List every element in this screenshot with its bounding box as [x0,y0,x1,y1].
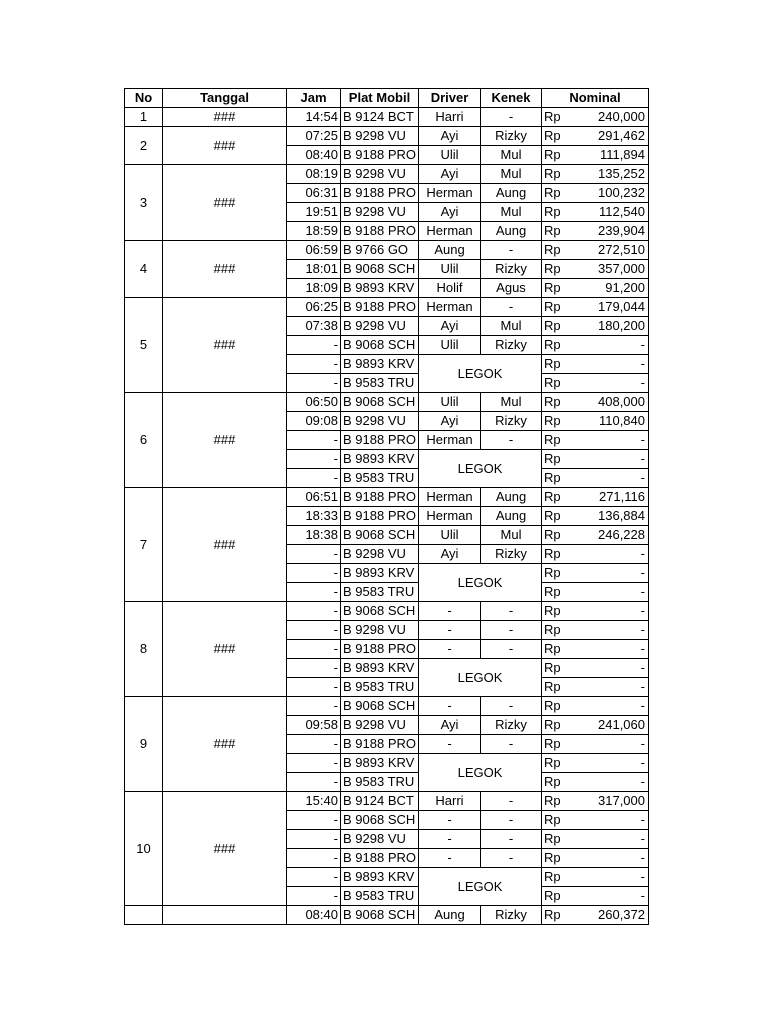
cell-driver[interactable]: Harri [419,108,481,127]
cell-driver[interactable]: Ulil [419,146,481,165]
cell-driver[interactable]: Harri [419,792,481,811]
cell-amount[interactable]: - [572,735,649,754]
cell-tanggal[interactable]: ### [163,241,287,298]
table-row [125,393,649,412]
cell-currency[interactable]: Rp [542,621,572,640]
cell-amount[interactable]: 260,372 [572,906,649,925]
cell-amount[interactable]: - [572,336,649,355]
cell-amount[interactable]: - [572,849,649,868]
cell-plat-mobil[interactable]: B 9583 TRU [341,773,419,792]
cell-currency[interactable]: Rp [542,412,572,431]
cell-currency[interactable]: Rp [542,507,572,526]
cell-amount[interactable]: - [572,697,649,716]
cell-jam[interactable]: - [287,849,341,868]
cell-plat-mobil[interactable]: B 9298 VU [341,317,419,336]
cell-kenek[interactable]: Rizky [481,260,542,279]
cell-kenek[interactable]: Rizky [481,127,542,146]
cell-currency[interactable]: Rp [542,906,572,925]
cell-plat-mobil[interactable]: B 9583 TRU [341,469,419,488]
cell-plat-mobil[interactable]: B 9298 VU [341,830,419,849]
cell-amount[interactable]: 241,060 [572,716,649,735]
cell-currency[interactable]: Rp [542,678,572,697]
cell-plat-mobil[interactable]: B 9893 KRV [341,868,419,887]
cell-currency[interactable]: Rp [542,222,572,241]
cell-kenek[interactable]: Mul [481,165,542,184]
cell-plat-mobil[interactable]: B 9188 PRO [341,431,419,450]
cell-plat-mobil[interactable]: B 9298 VU [341,545,419,564]
cell-plat-mobil[interactable]: B 9068 SCH [341,811,419,830]
cell-kenek[interactable]: - [481,640,542,659]
cell-kenek[interactable]: Rizky [481,906,542,925]
cell-kenek[interactable]: Aung [481,184,542,203]
cell-jam[interactable]: 07:38 [287,317,341,336]
cell-tanggal[interactable]: ### [163,108,287,127]
cell-jam[interactable]: - [287,659,341,678]
cell-currency[interactable]: Rp [542,735,572,754]
cell-jam[interactable]: 19:51 [287,203,341,222]
cell-amount[interactable]: 179,044 [572,298,649,317]
cell-jam[interactable]: - [287,887,341,906]
cell-jam[interactable]: 18:33 [287,507,341,526]
cell-merged-legok[interactable]: LEGOK [419,355,542,393]
cell-plat-mobil[interactable]: B 9298 VU [341,716,419,735]
cell-kenek[interactable]: - [481,602,542,621]
cell-plat-mobil[interactable]: B 9188 PRO [341,184,419,203]
cell-plat-mobil[interactable]: B 9188 PRO [341,222,419,241]
cell-currency[interactable]: Rp [542,108,572,127]
cell-jam[interactable]: - [287,469,341,488]
table-row [125,127,649,146]
cell-driver[interactable]: Herman [419,298,481,317]
cell-amount[interactable]: - [572,621,649,640]
cell-kenek[interactable]: Mul [481,526,542,545]
table-row [125,697,649,716]
header-no[interactable]: No [125,89,163,108]
cell-amount[interactable]: - [572,545,649,564]
cell-plat-mobil[interactable]: B 9068 SCH [341,697,419,716]
cell-kenek[interactable]: - [481,697,542,716]
cell-jam[interactable]: - [287,678,341,697]
cell-kenek[interactable]: - [481,431,542,450]
cell-jam[interactable]: - [287,374,341,393]
cell-jam[interactable]: 06:50 [287,393,341,412]
cell-amount[interactable]: - [572,450,649,469]
cell-plat-mobil[interactable]: B 9298 VU [341,127,419,146]
cell-jam[interactable]: - [287,697,341,716]
cell-driver[interactable]: Ayi [419,716,481,735]
cell-kenek[interactable]: Rizky [481,716,542,735]
cell-amount[interactable]: 272,510 [572,241,649,260]
cell-amount[interactable]: - [572,374,649,393]
header-plat-mobil[interactable]: Plat Mobil [341,89,419,108]
cell-amount[interactable]: - [572,773,649,792]
cell-jam[interactable]: - [287,564,341,583]
cell-driver[interactable]: Aung [419,241,481,260]
cell-currency[interactable]: Rp [542,260,572,279]
cell-amount[interactable]: 112,540 [572,203,649,222]
cell-tanggal[interactable] [163,906,287,925]
cell-jam[interactable]: - [287,336,341,355]
cell-jam[interactable]: - [287,640,341,659]
cell-currency[interactable]: Rp [542,773,572,792]
cell-tanggal[interactable]: ### [163,488,287,602]
cell-jam[interactable]: 09:58 [287,716,341,735]
cell-kenek[interactable]: - [481,241,542,260]
header-kenek[interactable]: Kenek [481,89,542,108]
cell-plat-mobil[interactable]: B 9124 BCT [341,108,419,127]
cell-merged-legok[interactable]: LEGOK [419,564,542,602]
cell-plat-mobil[interactable]: B 9068 SCH [341,602,419,621]
cell-jam[interactable]: - [287,355,341,374]
cell-amount[interactable]: 271,116 [572,488,649,507]
cell-driver[interactable]: Ulil [419,260,481,279]
cell-currency[interactable]: Rp [542,583,572,602]
cell-amount[interactable]: 239,904 [572,222,649,241]
cell-currency[interactable]: Rp [542,564,572,583]
cell-plat-mobil[interactable]: B 9188 PRO [341,146,419,165]
cell-no[interactable]: 4 [125,241,163,298]
cell-amount[interactable]: 180,200 [572,317,649,336]
header-jam[interactable]: Jam [287,89,341,108]
cell-amount[interactable]: 317,000 [572,792,649,811]
cell-amount[interactable]: 246,228 [572,526,649,545]
cell-kenek[interactable]: - [481,735,542,754]
cell-amount[interactable]: - [572,602,649,621]
header-nominal[interactable]: Nominal [542,89,649,108]
cell-currency[interactable]: Rp [542,374,572,393]
cell-kenek[interactable]: - [481,849,542,868]
cell-plat-mobil[interactable]: B 9298 VU [341,621,419,640]
cell-no[interactable] [125,906,163,925]
cell-amount[interactable]: - [572,754,649,773]
cell-amount[interactable]: 408,000 [572,393,649,412]
cell-plat-mobil[interactable]: B 9188 PRO [341,507,419,526]
cell-plat-mobil[interactable]: B 9583 TRU [341,374,419,393]
cell-currency[interactable]: Rp [542,241,572,260]
cell-currency[interactable]: Rp [542,849,572,868]
cell-kenek[interactable]: Mul [481,317,542,336]
cell-currency[interactable]: Rp [542,298,572,317]
cell-tanggal[interactable]: ### [163,393,287,488]
table-row [125,602,649,621]
cell-plat-mobil[interactable]: B 9893 KRV [341,659,419,678]
cell-amount[interactable]: - [572,659,649,678]
cell-driver[interactable]: - [419,697,481,716]
cell-driver[interactable]: Herman [419,431,481,450]
cell-no[interactable]: 1 [125,108,163,127]
cell-jam[interactable]: 08:19 [287,165,341,184]
cell-driver[interactable]: - [419,640,481,659]
cell-currency[interactable]: Rp [542,184,572,203]
cell-jam[interactable]: - [287,868,341,887]
cell-plat-mobil[interactable]: B 9188 PRO [341,849,419,868]
cell-kenek[interactable]: - [481,792,542,811]
cell-tanggal[interactable]: ### [163,697,287,792]
cell-currency[interactable]: Rp [542,469,572,488]
cell-kenek[interactable]: - [481,621,542,640]
cell-jam[interactable]: 18:09 [287,279,341,298]
cell-plat-mobil[interactable]: B 9298 VU [341,203,419,222]
cell-amount[interactable]: - [572,811,649,830]
table-row [125,298,649,317]
cell-currency[interactable]: Rp [542,526,572,545]
cell-amount[interactable]: - [572,868,649,887]
cell-currency[interactable]: Rp [542,716,572,735]
cell-plat-mobil[interactable]: B 9893 KRV [341,564,419,583]
cell-plat-mobil[interactable]: B 9068 SCH [341,393,419,412]
cell-jam[interactable]: - [287,431,341,450]
header-driver[interactable]: Driver [419,89,481,108]
cell-plat-mobil[interactable]: B 9124 BCT [341,792,419,811]
cell-driver[interactable]: - [419,849,481,868]
cell-kenek[interactable]: Mul [481,146,542,165]
cell-plat-mobil[interactable]: B 9893 KRV [341,355,419,374]
cell-no[interactable]: 6 [125,393,163,488]
cell-amount[interactable]: 136,884 [572,507,649,526]
header-tanggal[interactable]: Tanggal [163,89,287,108]
table-row [125,108,649,127]
cell-amount[interactable]: - [572,640,649,659]
cell-driver[interactable]: Ayi [419,203,481,222]
cell-currency[interactable]: Rp [542,279,572,298]
cell-driver[interactable]: Ayi [419,317,481,336]
cell-currency[interactable]: Rp [542,887,572,906]
cell-currency[interactable]: Rp [542,830,572,849]
cell-currency[interactable]: Rp [542,317,572,336]
trip-log-table [124,88,649,925]
cell-no[interactable]: 9 [125,697,163,792]
cell-driver[interactable]: - [419,602,481,621]
cell-jam[interactable]: - [287,773,341,792]
cell-plat-mobil[interactable]: B 9583 TRU [341,583,419,602]
cell-kenek[interactable]: Aung [481,222,542,241]
cell-amount[interactable]: 240,000 [572,108,649,127]
cell-merged-legok[interactable]: LEGOK [419,868,542,906]
header-row [125,89,649,108]
cell-jam[interactable]: - [287,545,341,564]
cell-jam[interactable]: 18:38 [287,526,341,545]
cell-driver[interactable]: Ulil [419,526,481,545]
cell-jam[interactable]: - [287,602,341,621]
cell-kenek[interactable]: - [481,830,542,849]
cell-jam[interactable]: 08:40 [287,906,341,925]
table-row [125,241,649,260]
cell-driver[interactable]: Herman [419,507,481,526]
cell-jam[interactable]: 06:25 [287,298,341,317]
cell-kenek[interactable]: Rizky [481,412,542,431]
cell-currency[interactable]: Rp [542,811,572,830]
cell-currency[interactable]: Rp [542,640,572,659]
cell-plat-mobil[interactable]: B 9298 VU [341,165,419,184]
cell-currency[interactable]: Rp [542,203,572,222]
cell-plat-mobil[interactable]: B 9766 GO [341,241,419,260]
cell-no[interactable]: 8 [125,602,163,697]
cell-plat-mobil[interactable]: B 9188 PRO [341,298,419,317]
cell-driver[interactable]: Ayi [419,165,481,184]
cell-driver[interactable]: Herman [419,184,481,203]
cell-jam[interactable]: 15:40 [287,792,341,811]
cell-tanggal[interactable]: ### [163,792,287,906]
cell-driver[interactable]: Ulil [419,393,481,412]
cell-kenek[interactable]: Rizky [481,336,542,355]
cell-driver[interactable]: - [419,830,481,849]
cell-amount[interactable]: 91,200 [572,279,649,298]
cell-plat-mobil[interactable]: B 9068 SCH [341,526,419,545]
cell-amount[interactable]: - [572,887,649,906]
table-body [125,108,649,925]
cell-merged-legok[interactable]: LEGOK [419,450,542,488]
cell-currency[interactable]: Rp [542,754,572,773]
table-row [125,488,649,507]
cell-currency[interactable]: Rp [542,697,572,716]
cell-currency[interactable]: Rp [542,127,572,146]
cell-currency[interactable]: Rp [542,431,572,450]
cell-jam[interactable]: - [287,754,341,773]
table-row [125,165,649,184]
cell-jam[interactable]: 06:31 [287,184,341,203]
cell-amount[interactable]: - [572,583,649,602]
cell-driver[interactable]: - [419,811,481,830]
cell-currency[interactable]: Rp [542,450,572,469]
cell-currency[interactable]: Rp [542,355,572,374]
cell-tanggal[interactable]: ### [163,602,287,697]
cell-currency[interactable]: Rp [542,659,572,678]
cell-currency[interactable]: Rp [542,792,572,811]
cell-plat-mobil[interactable]: B 9298 VU [341,412,419,431]
cell-amount[interactable]: 110,840 [572,412,649,431]
cell-jam[interactable]: - [287,450,341,469]
cell-amount[interactable]: - [572,830,649,849]
cell-amount[interactable]: 357,000 [572,260,649,279]
cell-tanggal[interactable]: ### [163,127,287,165]
cell-currency[interactable]: Rp [542,146,572,165]
cell-currency[interactable]: Rp [542,393,572,412]
cell-kenek[interactable]: - [481,298,542,317]
cell-amount[interactable]: 100,232 [572,184,649,203]
cell-jam[interactable]: 07:25 [287,127,341,146]
cell-currency[interactable]: Rp [542,545,572,564]
cell-jam[interactable]: - [287,830,341,849]
cell-driver[interactable]: - [419,735,481,754]
cell-currency[interactable]: Rp [542,602,572,621]
cell-amount[interactable]: - [572,469,649,488]
cell-no[interactable]: 5 [125,298,163,393]
cell-kenek[interactable]: Aung [481,507,542,526]
cell-driver[interactable]: Ayi [419,545,481,564]
cell-no[interactable]: 2 [125,127,163,165]
cell-tanggal[interactable]: ### [163,165,287,241]
cell-no[interactable]: 3 [125,165,163,241]
cell-currency[interactable]: Rp [542,165,572,184]
cell-kenek[interactable]: - [481,108,542,127]
cell-plat-mobil[interactable]: B 9068 SCH [341,906,419,925]
cell-jam[interactable]: 06:51 [287,488,341,507]
cell-driver[interactable]: Aung [419,906,481,925]
cell-driver[interactable]: - [419,621,481,640]
cell-jam[interactable]: 06:59 [287,241,341,260]
cell-currency[interactable]: Rp [542,868,572,887]
cell-driver[interactable]: Ayi [419,412,481,431]
cell-plat-mobil[interactable]: B 9068 SCH [341,336,419,355]
cell-kenek[interactable]: - [481,811,542,830]
cell-kenek[interactable]: Agus [481,279,542,298]
cell-jam[interactable]: 08:40 [287,146,341,165]
cell-jam[interactable]: - [287,811,341,830]
cell-amount[interactable]: - [572,564,649,583]
cell-plat-mobil[interactable]: B 9188 PRO [341,735,419,754]
cell-no[interactable]: 7 [125,488,163,602]
cell-plat-mobil[interactable]: B 9188 PRO [341,640,419,659]
table-row [125,906,649,925]
cell-plat-mobil[interactable]: B 9893 KRV [341,279,419,298]
cell-kenek[interactable]: Mul [481,203,542,222]
cell-driver[interactable]: Ayi [419,127,481,146]
cell-tanggal[interactable]: ### [163,298,287,393]
cell-amount[interactable]: - [572,678,649,697]
cell-currency[interactable]: Rp [542,336,572,355]
cell-merged-legok[interactable]: LEGOK [419,659,542,697]
cell-plat-mobil[interactable]: B 9893 KRV [341,450,419,469]
cell-jam[interactable]: 18:59 [287,222,341,241]
cell-amount[interactable]: 111,894 [572,146,649,165]
cell-jam[interactable]: - [287,583,341,602]
cell-jam[interactable]: 18:01 [287,260,341,279]
cell-driver[interactable]: Holif [419,279,481,298]
cell-jam[interactable]: 14:54 [287,108,341,127]
cell-jam[interactable]: - [287,621,341,640]
cell-plat-mobil[interactable]: B 9583 TRU [341,678,419,697]
cell-kenek[interactable]: Aung [481,488,542,507]
cell-amount[interactable]: - [572,431,649,450]
cell-currency[interactable]: Rp [542,488,572,507]
cell-driver[interactable]: Ulil [419,336,481,355]
cell-jam[interactable]: - [287,735,341,754]
cell-amount[interactable]: 291,462 [572,127,649,146]
cell-kenek[interactable]: Rizky [481,545,542,564]
cell-plat-mobil[interactable]: B 9068 SCH [341,260,419,279]
cell-driver[interactable]: Herman [419,222,481,241]
cell-plat-mobil[interactable]: B 9583 TRU [341,887,419,906]
cell-amount[interactable]: 135,252 [572,165,649,184]
cell-kenek[interactable]: Mul [481,393,542,412]
cell-merged-legok[interactable]: LEGOK [419,754,542,792]
cell-jam[interactable]: 09:08 [287,412,341,431]
cell-amount[interactable]: - [572,355,649,374]
table-row [125,792,649,811]
cell-driver[interactable]: Herman [419,488,481,507]
cell-no[interactable]: 10 [125,792,163,906]
cell-plat-mobil[interactable]: B 9188 PRO [341,488,419,507]
cell-plat-mobil[interactable]: B 9893 KRV [341,754,419,773]
